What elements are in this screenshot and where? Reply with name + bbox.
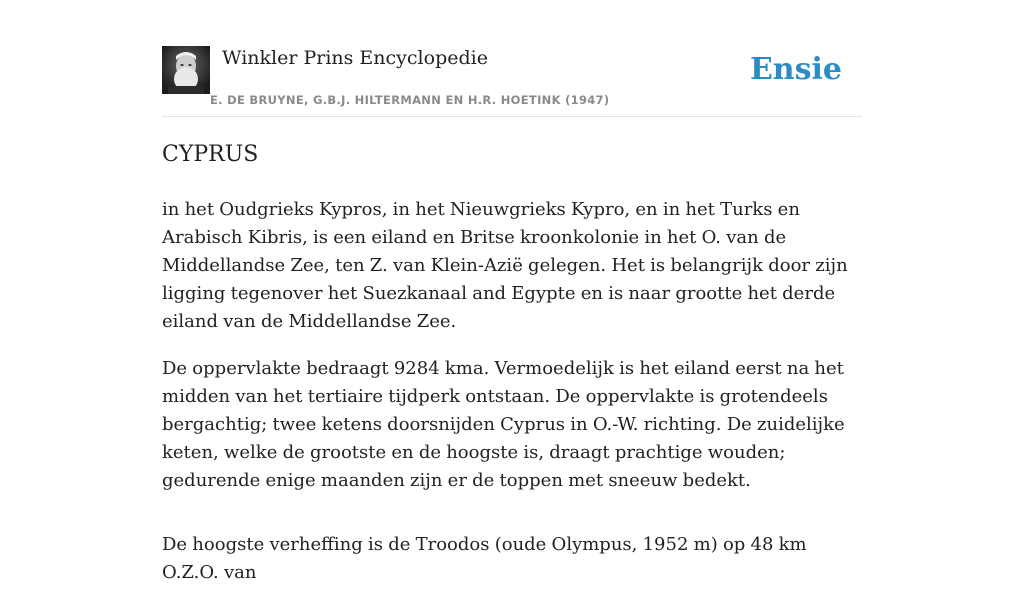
article-title: CYPRUS (162, 142, 259, 167)
article-paragraph: De hoogste verheffing is de Troodos (oude Olympus, 1952 m) op 48 km O.Z.O. van (162, 534, 807, 583)
article-paragraph: De oppervlakte bedraagt 9284 kma. Vermoedelijk is het eiland eerst na het midden van het tertiaire tijdperk ontstaan. De oppervlakte is grotendeels bergachtig; twee ketens doorsnijden Cyprus in O.-W. richting. De zuidelijke keten, welke de grootste en de hoogste is, draagt prachtige wouden; gedurende enige maanden zijn er de toppen met sneeuw bedekt. (162, 358, 845, 491)
portrait-image (162, 46, 210, 94)
article-paragraph: in het Oudgrieks Kypros, in het Nieuwgrieks Kypro, en in het Turks en Arabisch Kibris, is een eiland en Britse kroonkolonie in het O. van de Middellandse Zee, ten Z. van Klein-Azië gelegen. Het is belangrijk door zijn ligging tegenover het Suezkanaal and Egypte en is naar grootte het derde eiland van de Middellandse Zee. (162, 199, 848, 332)
publication-header (162, 46, 862, 117)
brand-logo[interactable]: Ensie (749, 52, 842, 87)
author-avatar[interactable] (162, 46, 210, 94)
publication-authors: E. DE BRUYNE, G.B.J. HILTERMANN EN H.R. HOETINK (1947) (210, 93, 610, 107)
article (162, 140, 864, 606)
publication-title[interactable]: Winkler Prins Encyclopedie (222, 47, 488, 69)
